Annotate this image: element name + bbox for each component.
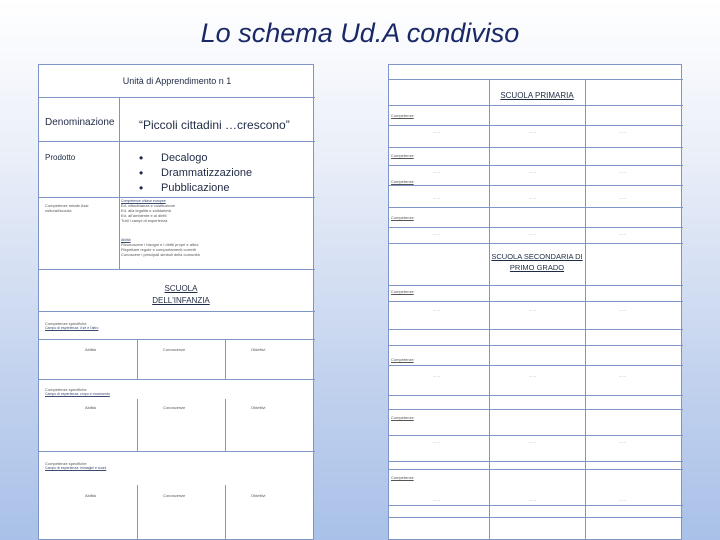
block-title: Competenze specifiche: [45, 321, 87, 326]
block-title: Competenze specifiche: [45, 461, 87, 466]
block-subtitle: Campo di esperienza: corpo e movimento: [45, 392, 110, 396]
block-col: Conoscenze: [163, 493, 186, 498]
cell-placeholder: — —: [619, 196, 626, 200]
cell-placeholder: — —: [433, 498, 440, 502]
cell-placeholder: — —: [529, 196, 536, 200]
competenze-line: Ed. alla legalità e solidarietà: [121, 208, 171, 213]
cell-placeholder: — —: [529, 232, 536, 236]
cell-placeholder: — —: [433, 440, 440, 444]
prodotto-item: • Drammatizzazione: [139, 166, 252, 181]
cell-placeholder: — —: [619, 440, 626, 444]
denominazione-label: Denominazione: [45, 117, 115, 128]
competenze-block-2: [45, 387, 309, 396]
block-col: Conoscenze: [163, 405, 186, 410]
cell-placeholder: — —: [619, 130, 626, 134]
row-label: Competenze: [391, 179, 414, 184]
row-label: Competenze: [391, 475, 414, 480]
prodotto-item: • Pubblicazione: [139, 181, 252, 196]
uda-right-table: [388, 64, 682, 540]
cell-placeholder: — —: [619, 170, 626, 174]
uda-left-table: [38, 64, 314, 540]
competenze-line: Tutti i campi di esperienza: [121, 218, 168, 223]
row-label: Competenze: [391, 215, 414, 220]
denominazione-value: “Piccoli cittadini …crescono”: [139, 118, 290, 132]
slide-title: Lo schema Ud.A condiviso: [200, 18, 520, 48]
prodotto-list: [139, 151, 252, 196]
cell-placeholder: — —: [529, 440, 536, 444]
block-col: Conoscenze: [163, 347, 186, 352]
block-col: Obiettivi: [251, 493, 266, 498]
competenze-lines: [121, 199, 311, 223]
competenze-line: Ed. all'ambiente e ai diritti: [121, 213, 167, 218]
cell-placeholder: — —: [529, 374, 536, 378]
prodotto-item: • Decalogo: [139, 151, 252, 166]
cell-placeholder: — —: [529, 130, 536, 134]
competenze-block-3: [45, 461, 309, 470]
competenze-block-1: [45, 321, 309, 330]
cell-placeholder: — —: [529, 498, 536, 502]
competenze-line: Competenze chiave europee: [121, 199, 166, 203]
block-title: Competenze specifiche: [45, 387, 87, 392]
cell-placeholder: — —: [433, 374, 440, 378]
abilita-line: Rispettare regole e comportamenti corretti: [121, 247, 196, 252]
cell-placeholder: — —: [529, 170, 536, 174]
cell-placeholder: — —: [433, 308, 440, 312]
primaria-label: SCUOLA PRIMARIA: [500, 91, 574, 100]
block-col: Obiettivi: [251, 405, 266, 410]
competenze-label: Competenze mirate Assi culturali/scuola: [45, 203, 89, 213]
prodotto-label: Prodotto: [45, 153, 76, 162]
block-subtitle: Campo di esperienza: il sé e l'altro: [45, 326, 99, 330]
abilita-line: Riconoscere i bisogni e i diritti propri e altrui: [121, 242, 199, 247]
abilita-block: [121, 238, 311, 257]
cell-placeholder: — —: [619, 374, 626, 378]
row-label: Competenze: [391, 289, 414, 294]
cell-placeholder: — —: [433, 170, 440, 174]
cell-placeholder: — —: [619, 498, 626, 502]
block-col: Abilità: [85, 405, 96, 410]
row-label: Competenze: [391, 415, 414, 420]
uda-header-text: Unità di Apprendimento n 1: [122, 76, 232, 86]
uda-header: [39, 65, 315, 97]
competenze-line: Ed. cittadinanza e costituzione: [121, 203, 176, 208]
cell-placeholder: — —: [433, 130, 440, 134]
abilita-line: Conoscere i principali simboli della comunità: [121, 252, 200, 257]
cell-placeholder: — —: [433, 232, 440, 236]
block-col: Abilità: [85, 493, 96, 498]
cell-placeholder: — —: [619, 232, 626, 236]
cell-placeholder: — —: [619, 308, 626, 312]
block-subtitle: Campo di esperienza: immagini e suoni: [45, 466, 107, 470]
cell-placeholder: — —: [433, 196, 440, 200]
abilita-title: Abilità: [121, 238, 131, 242]
row-label: Competenze: [391, 357, 414, 362]
row-label: Competenze: [391, 153, 414, 158]
block-col: Abilità: [85, 347, 96, 352]
secondaria-label: SCUOLA SECONDARIA DI PRIMO GRADO: [491, 252, 583, 272]
row-label: Competenze: [391, 113, 414, 118]
cell-placeholder: — —: [529, 308, 536, 312]
block-col: Obiettivi: [251, 347, 266, 352]
infanzia-label: SCUOLA DELL'INFANZIA: [152, 284, 210, 305]
